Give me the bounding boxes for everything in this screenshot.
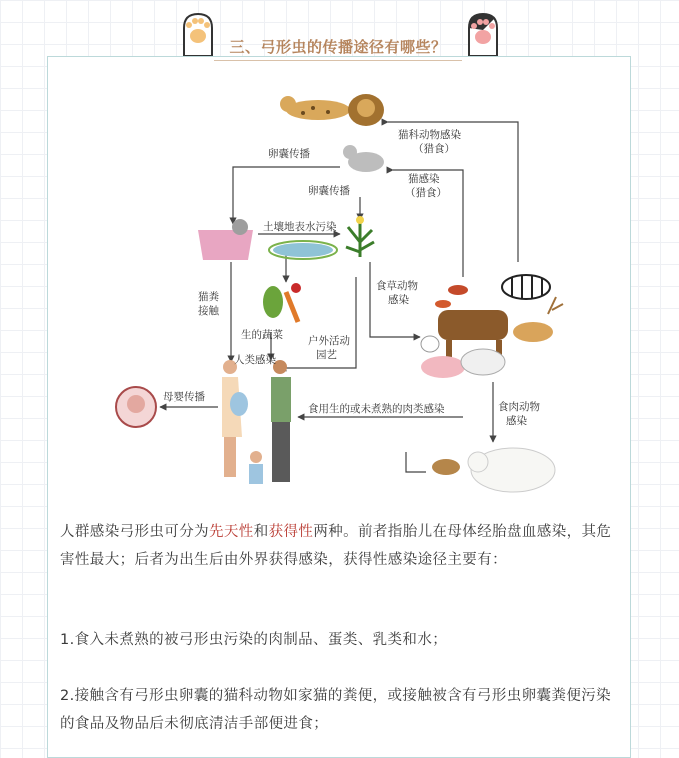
- child-icon: [249, 451, 263, 484]
- man-icon: [271, 360, 291, 482]
- cat-paw-right-icon: [463, 10, 503, 56]
- svg-text:土壤地表水污染: 土壤地表水污染: [263, 221, 337, 233]
- paragraph-route-1: 1.食入未煮熟的被弓形虫污染的肉制品、蛋类、乳类和水；: [60, 632, 448, 648]
- svg-text:食用生的或未煮熟的肉类感染: 食用生的或未煮熟的肉类感染: [308, 403, 445, 415]
- svg-text:接触: 接触: [198, 305, 219, 317]
- section-title: 三、弓形虫的传播途径有哪些？: [229, 38, 447, 56]
- svg-text:园艺: 园艺: [316, 349, 337, 361]
- lion-icon: [348, 94, 384, 126]
- wild-dog-icon: [432, 459, 460, 475]
- pregnant-woman-icon: [222, 360, 248, 477]
- zebra-icon: [502, 275, 550, 299]
- svg-text:猫粪: 猫粪: [198, 291, 219, 303]
- deer-icon: [513, 297, 563, 342]
- pig-icon: [421, 356, 465, 378]
- paragraph-intro: 人群感染弓形虫可分为先天性和获得性两种。前者指胎儿在母体经胎盘血感染，其危害性最大；后者为出生后由外界获得感染，获得性感染途径主要有：: [60, 524, 612, 568]
- highlight-acquired: 获得性: [268, 524, 314, 540]
- svg-text:卵囊传播: 卵囊传播: [268, 148, 310, 160]
- sheep-icon: [461, 349, 505, 375]
- svg-text:感染: 感染: [506, 415, 527, 427]
- polar-bear-icon: [468, 448, 555, 492]
- leopard-icon: [280, 96, 350, 120]
- litter-box-icon: [198, 219, 253, 260]
- highlight-congenital: 先天性: [209, 524, 254, 540]
- svg-text:（猎食）: （猎食）: [405, 187, 447, 199]
- paragraph-route-2: 2.接触含有弓形虫卵囊的猫科动物如家猫的粪便，或接触被含有弓形虫卵囊粪便污染的食品及物品后未彻底清洁手部便进食；: [60, 688, 612, 732]
- svg-text:食肉动物: 食肉动物: [498, 401, 540, 413]
- plant-icon: [346, 216, 374, 257]
- svg-text:生的蔬菜: 生的蔬菜: [241, 329, 283, 341]
- bird-icon: [435, 285, 468, 308]
- svg-text:户外活动: 户外活动: [308, 335, 350, 347]
- cat-paw-left-icon: [178, 10, 218, 56]
- svg-text:猫科动物感染: 猫科动物感染: [398, 129, 461, 141]
- transmission-diagram: [108, 82, 573, 502]
- title-underline: [214, 60, 462, 61]
- svg-text:（猎食）: （猎食）: [413, 143, 455, 155]
- svg-text:卵囊传播: 卵囊传播: [308, 185, 350, 197]
- house-cat-icon: [343, 145, 384, 172]
- vegetables-icon: [263, 283, 301, 322]
- svg-text:人类感染: 人类感染: [234, 354, 276, 366]
- svg-text:猫感染: 猫感染: [408, 173, 440, 185]
- fetus-icon: [116, 387, 156, 427]
- chicken-icon: [421, 336, 439, 352]
- pond-icon: [269, 241, 337, 259]
- svg-text:食草动物: 食草动物: [376, 280, 418, 292]
- svg-text:母婴传播: 母婴传播: [163, 391, 205, 403]
- svg-text:感染: 感染: [388, 294, 409, 306]
